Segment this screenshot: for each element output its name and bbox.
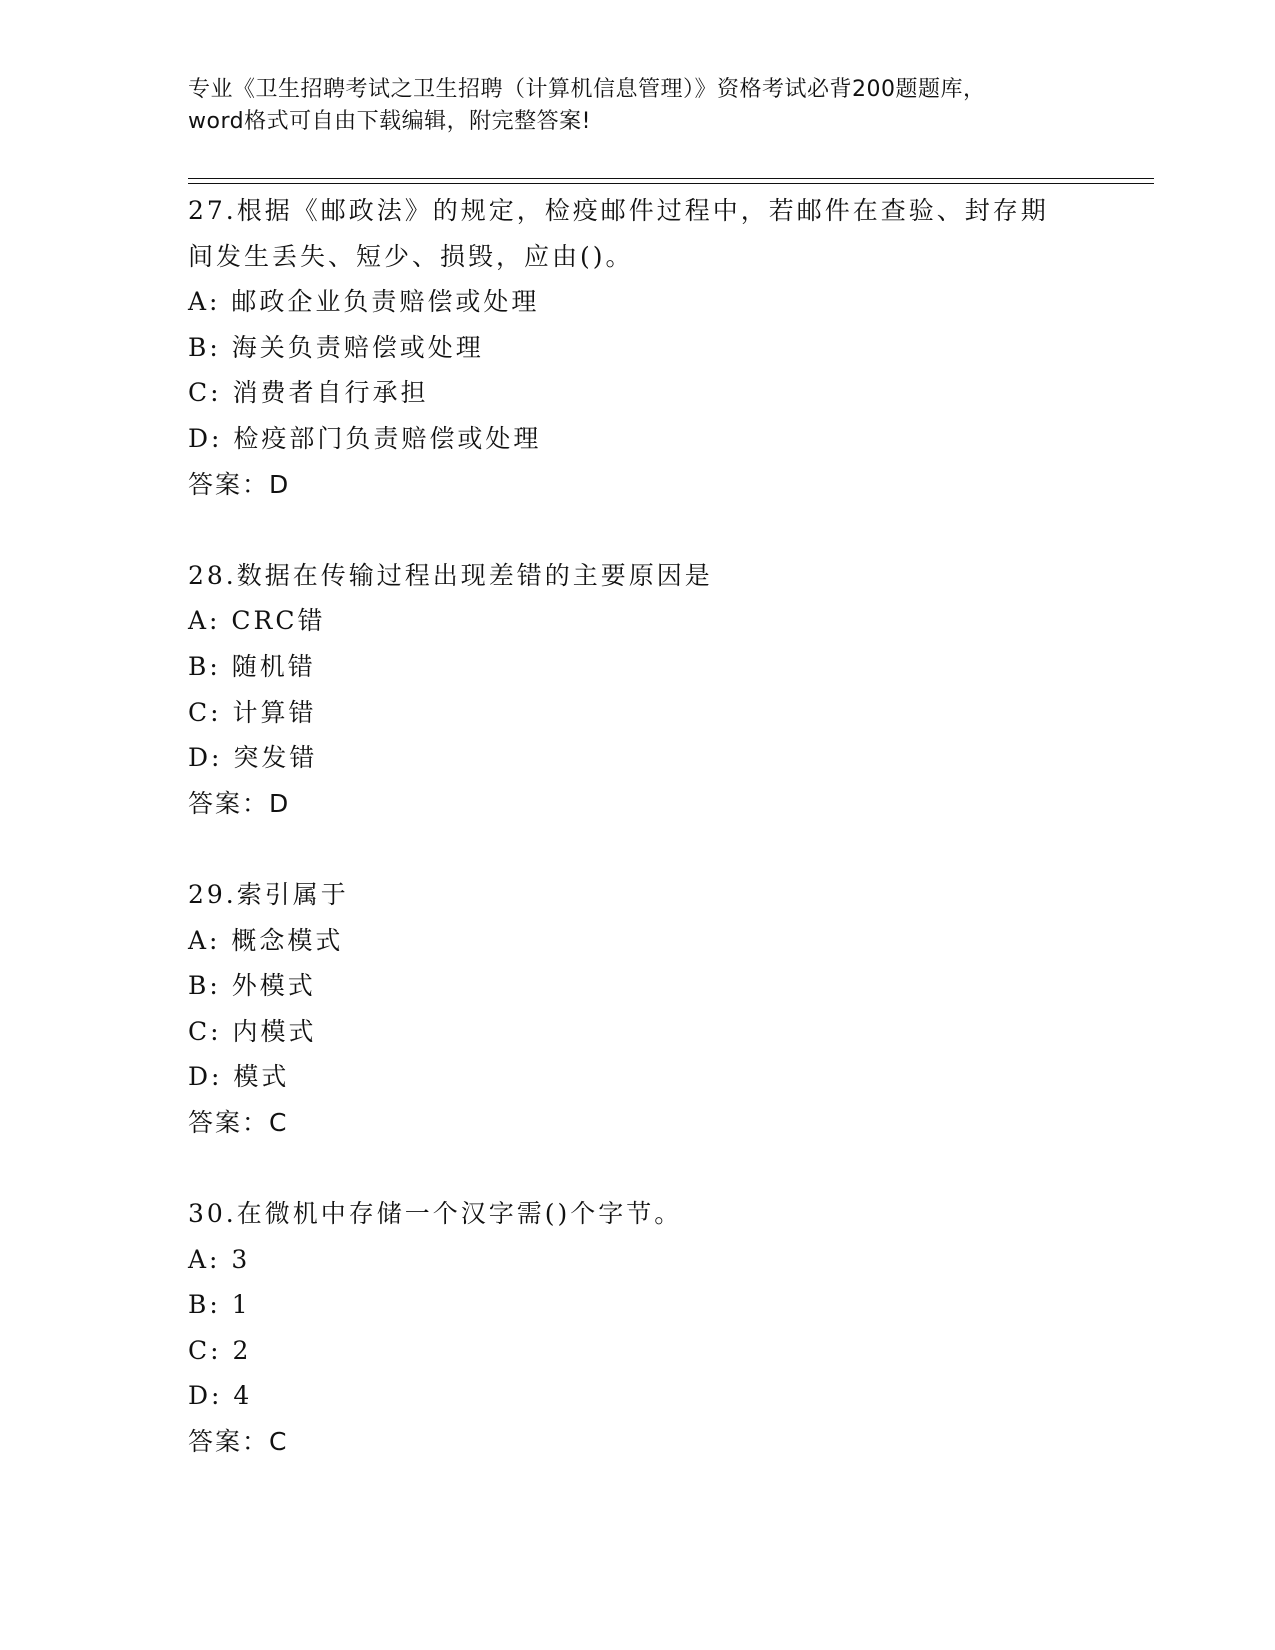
question-spacer: [188, 1145, 1088, 1191]
option-d: D: 突发错: [188, 743, 318, 773]
option-a: A: 邮政企业负责赔偿或处理: [188, 287, 540, 317]
answer-line: 答案：D: [188, 469, 291, 499]
header-title-line: 专业《卫生招聘考试之卫生招聘（计算机信息管理）》资格考试必背200题题库，: [188, 77, 986, 102]
question-spacer: [188, 826, 1088, 872]
option-b: B: 随机错: [188, 651, 316, 681]
option-b: B: 海关负责赔偿或处理: [188, 332, 484, 362]
option-c: C: 内模式: [188, 1016, 317, 1046]
header-divider-bottom: [188, 183, 1154, 184]
option-b: B: 1: [188, 1290, 251, 1320]
question-stem: 29.索引属于: [188, 879, 349, 909]
option-d: D: 模式: [188, 1062, 290, 1092]
header-divider-top: [188, 178, 1154, 179]
question-30: [188, 1191, 1088, 1465]
option-a: A: 3: [188, 1244, 251, 1274]
option-c: C: 计算错: [188, 697, 317, 727]
answer-line: 答案：C: [188, 1107, 289, 1137]
option-a: A: 概念模式: [188, 925, 344, 955]
question-stem: 28.数据在传输过程出现差错的主要原因是: [188, 560, 713, 590]
question-spacer: [188, 507, 1088, 553]
question-stem: 27.根据《邮政法》的规定，检疫邮件过程中，若邮件在查验、封存期: [188, 196, 1049, 225]
question-stem-continued: 间发生丢失、短少、损毁，应由()。: [188, 241, 634, 271]
answer-line: 答案：C: [188, 1427, 289, 1457]
question-28: [188, 553, 1088, 827]
header-subtitle-line: word格式可自由下载编辑，附完整答案!: [188, 109, 591, 134]
question-list: [188, 188, 1088, 1465]
question-stem: 30.在微机中存储一个汉字需()个字节。: [188, 1199, 683, 1229]
answer-line: 答案：D: [188, 788, 291, 818]
option-d: D: 4: [188, 1381, 253, 1411]
option-a: A: CRC错: [188, 606, 326, 636]
option-c: C: 消费者自行承担: [188, 378, 429, 408]
option-b: B: 外模式: [188, 971, 316, 1001]
option-c: C: 2: [188, 1335, 252, 1365]
option-d: D: 检疫部门负责赔偿或处理: [188, 423, 542, 453]
document-header: [188, 74, 1088, 138]
question-29: [188, 872, 1088, 1146]
question-27: [188, 188, 1088, 507]
